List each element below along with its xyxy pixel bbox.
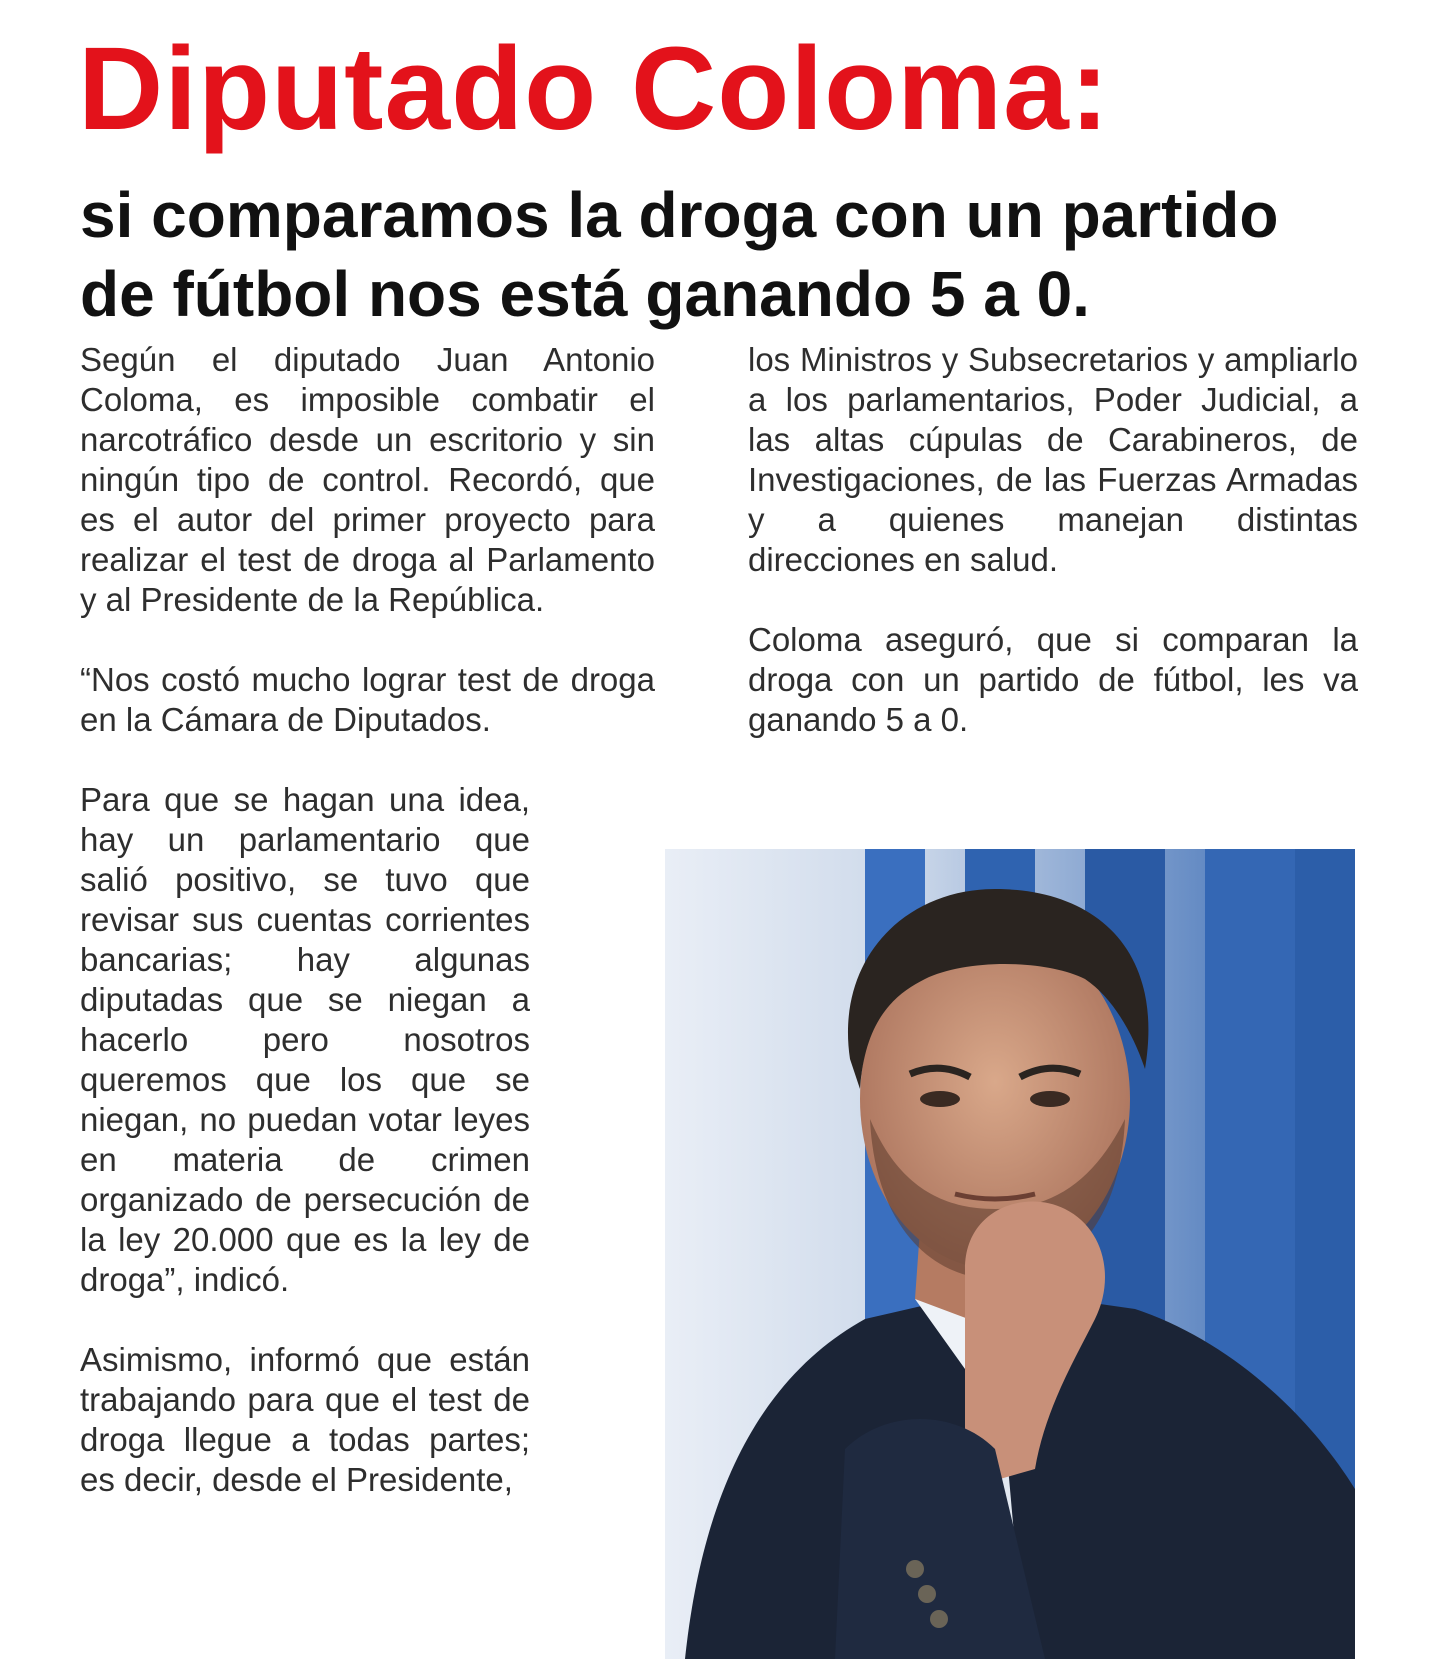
- photo-diputado: [665, 849, 1355, 1659]
- paragraph-asimismo: Asimismo, informó que están trabajando para que el test de droga llegue a todas partes; es decir, desde el Presidente,: [80, 1341, 530, 1498]
- subheadline: [80, 176, 1370, 334]
- paragraph-quote-rest: Para que se hagan una idea, hay un parlamentario que salió positivo, se tuvo que revisar sus cuentas corrientes bancarias; hay algunas diputadas que se niegan a hacerlo pero nosotros queremos que los que se niegan, no puedan votar leyes en materia de crimen organizado de persecución de la ley 20.000 que es la ley de droga”, indicó.: [80, 781, 530, 1298]
- subheadline-line-1: si comparamos la droga con un partido: [80, 179, 1279, 251]
- paragraph-coloma-aseguro: Coloma aseguró, que si comparan la droga con un partido de fútbol, les va ganando 5 a 0.: [748, 621, 1358, 738]
- paragraph-intro: Según el diputado Juan Antonio Coloma, es imposible combatir el narcotráfico desde un escritorio y sin ningún tipo de control. Recordó, que es el autor del primer proyecto para realizar el test de droga al Parlamento y al Presidente de la República.: [80, 341, 655, 618]
- right-column: [748, 340, 1358, 740]
- subheadline-line-2: de fútbol nos está ganando 5 a 0.: [80, 258, 1090, 330]
- paragraph-ministros: los Ministros y Subsecretarios y ampliarlo a los parlamentarios, Poder Judicial, a las altas cúpulas de Carabineros, de Investigaciones, de las Fuerzas Armadas y a quienes manejan distintas direcciones en salud.: [748, 341, 1358, 578]
- left-column-wrap: [80, 780, 530, 1500]
- left-column: [80, 340, 655, 740]
- paragraph-quote-start: “Nos costó mucho lograr test de droga en la Cámara de Diputados.: [80, 661, 655, 738]
- portrait-illustration: [665, 849, 1355, 1659]
- headline: Diputado Coloma:: [78, 23, 1111, 155]
